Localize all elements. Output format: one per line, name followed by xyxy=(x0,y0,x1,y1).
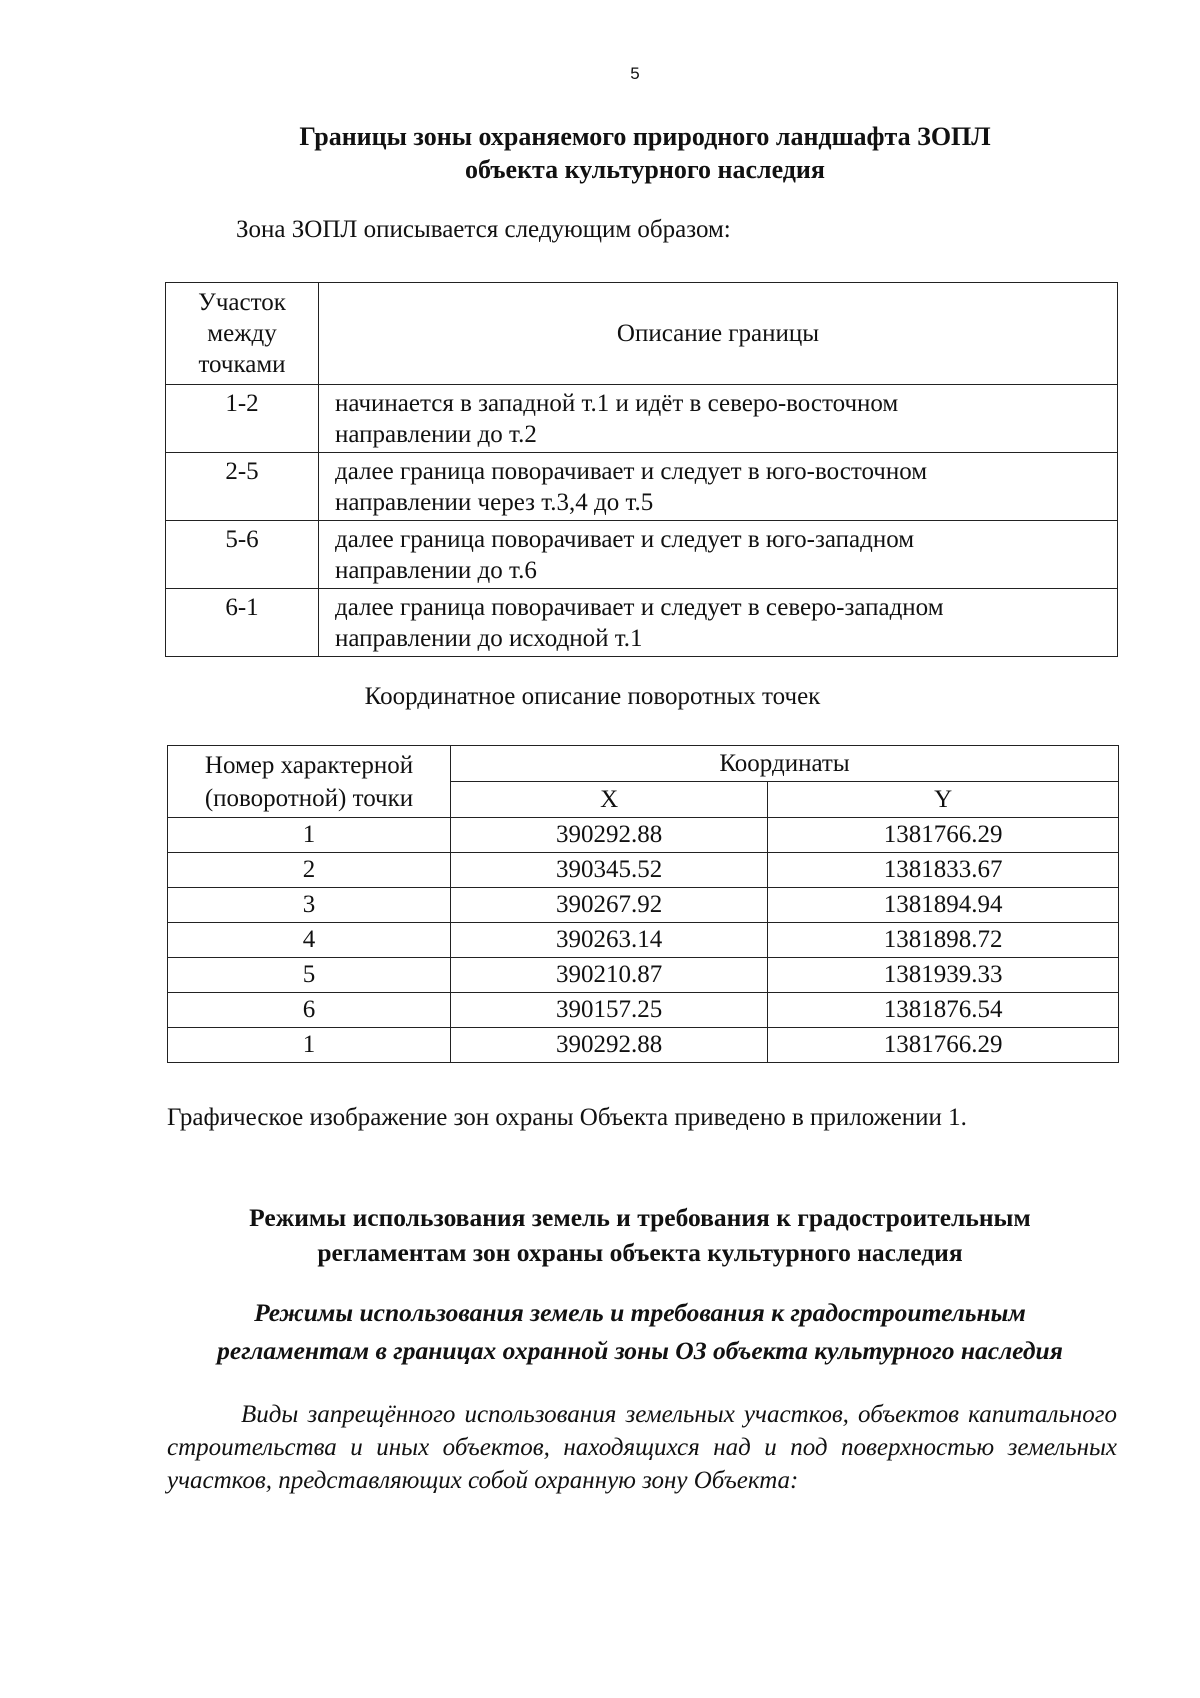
description-cell xyxy=(319,385,1118,453)
table-row xyxy=(166,521,1118,589)
heading-line: объекта культурного наследия xyxy=(465,155,825,184)
subsection-heading-protection-zone xyxy=(160,1294,1120,1370)
header-segment-line: Участок xyxy=(198,289,286,316)
description-line: далее граница поворачивает и следует в юго-западном xyxy=(335,526,915,553)
table-row xyxy=(166,385,1118,453)
header-point-line: Номер характерной xyxy=(204,752,414,779)
y-cell: 1381876.54 xyxy=(768,993,1119,1028)
y-cell: 1381898.72 xyxy=(768,923,1119,958)
x-cell: 390292.88 xyxy=(451,1028,768,1063)
section-heading-boundaries xyxy=(160,120,1130,186)
x-cell: 390292.88 xyxy=(451,818,768,853)
point-cell: 1 xyxy=(168,818,451,853)
point-cell: 2 xyxy=(168,853,451,888)
header-description: Описание границы xyxy=(319,283,1118,385)
section-heading-land-use xyxy=(160,1200,1120,1270)
x-cell: 390345.52 xyxy=(451,853,768,888)
heading-line: Границы зоны охраняемого природного ландшафта ЗОПЛ xyxy=(299,122,991,151)
point-cell: 1 xyxy=(168,1028,451,1063)
forbidden-uses-paragraph: Виды запрещённого использования земельных участков, объектов капитального строительства и иных объектов, находящихся над и под поверхностью земельных участков, представляющих собой охранную зону Объекта: xyxy=(167,1401,1117,1494)
point-cell: 4 xyxy=(168,923,451,958)
table-row xyxy=(168,888,1119,923)
table-row xyxy=(166,453,1118,521)
table-header-row xyxy=(166,283,1118,385)
header-x: X xyxy=(451,782,768,818)
table-row xyxy=(168,923,1119,958)
header-segment-line: между xyxy=(207,320,277,347)
x-cell: 390263.14 xyxy=(451,923,768,958)
table-row xyxy=(166,589,1118,657)
coords-caption: Координатное описание поворотных точек xyxy=(364,683,821,710)
description-line: направлении до т.6 xyxy=(335,557,537,584)
segment-cell: 2-5 xyxy=(166,453,319,521)
table-row xyxy=(168,993,1119,1028)
header-point-number xyxy=(168,746,451,818)
header-coordinates: Координаты xyxy=(451,746,1119,782)
heading-line: регламентам зон охраны объекта культурного наследия xyxy=(317,1238,963,1267)
description-line: далее граница поворачивает и следует в северо-западном xyxy=(335,594,944,621)
x-cell: 390157.25 xyxy=(451,993,768,1028)
description-line: далее граница поворачивает и следует в юго-восточном xyxy=(335,458,928,485)
description-line: направлении до исходной т.1 xyxy=(335,625,643,652)
description-line: начинается в западной т.1 и идёт в северо-восточном xyxy=(335,390,899,417)
header-y: Y xyxy=(768,782,1119,818)
table-row xyxy=(168,853,1119,888)
coordinates-table xyxy=(167,745,1119,1063)
table-row xyxy=(168,1028,1119,1063)
y-cell: 1381766.29 xyxy=(768,1028,1119,1063)
y-cell: 1381833.67 xyxy=(768,853,1119,888)
boundary-description-table xyxy=(165,282,1118,657)
segment-cell: 1-2 xyxy=(166,385,319,453)
y-cell: 1381894.94 xyxy=(768,888,1119,923)
header-point-line: (поворотной) точки xyxy=(204,785,414,812)
x-cell: 390210.87 xyxy=(451,958,768,993)
heading-line: Режимы использования земель и требования к градостроительным xyxy=(249,1203,1031,1232)
description-line: направлении до т.2 xyxy=(335,421,537,448)
description-cell xyxy=(319,521,1118,589)
graphic-note-paragraph: Графическое изображение зон охраны Объекта приведено в приложении 1. xyxy=(167,1104,967,1131)
intro-paragraph: Зона ЗОПЛ описывается следующим образом: xyxy=(236,216,731,243)
description-cell xyxy=(319,589,1118,657)
description-line: направлении через т.3,4 до т.5 xyxy=(335,489,654,516)
y-cell: 1381766.29 xyxy=(768,818,1119,853)
header-segment xyxy=(166,283,319,385)
table-header-row xyxy=(168,746,1119,782)
x-cell: 390267.92 xyxy=(451,888,768,923)
heading-line: Режимы использования земель и требования к градостроительным xyxy=(254,1298,1026,1327)
table-row xyxy=(168,818,1119,853)
point-cell: 6 xyxy=(168,993,451,1028)
point-cell: 3 xyxy=(168,888,451,923)
segment-cell: 5-6 xyxy=(166,521,319,589)
description-cell xyxy=(319,453,1118,521)
y-cell: 1381939.33 xyxy=(768,958,1119,993)
heading-line: регламентам в границах охранной зоны ОЗ объекта культурного наследия xyxy=(217,1336,1063,1365)
segment-cell: 6-1 xyxy=(166,589,319,657)
header-segment-line: точками xyxy=(198,351,286,378)
point-cell: 5 xyxy=(168,958,451,993)
table-row xyxy=(168,958,1119,993)
page-number: 5 xyxy=(630,64,640,83)
